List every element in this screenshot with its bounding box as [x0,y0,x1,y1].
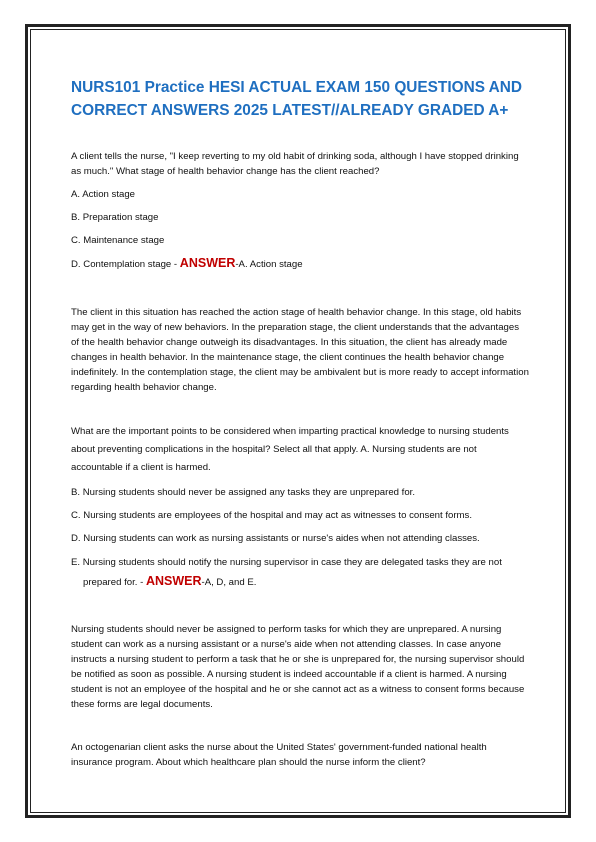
question-2-option-d: D. Nursing students can work as nursing assistants or nurse's aides when not attending classes. [71,533,480,544]
spacer [71,712,529,740]
question-1-option-a: A. Action stage [71,189,135,200]
spacer [71,280,529,305]
question-2-option-c: C. Nursing students are employees of the hospital and may act as witnesses to consent forms. [71,510,473,521]
question-2-rationale: Nursing students should never be assigned to perform tasks for which they are unprepared. A nursing student can work as a nursing assistant or a nurse's aide when not attending classes. In case anyone instructs a nursing student to perform a task that he or she is unprepared for, the nursing supervisor should be notified as soon as possible. A nursing student is indeed accountable if a client is harmed. A nursing student is not an employee of the hospital and he or she cannot act as a witness to consent forms because these forms are legal documents. [71,624,525,710]
question-3-stem: An octogenarian client asks the nurse about the United States' government-funded national health insurance program. About which healthcare plan should the nurse inform the client? [71,742,487,768]
question-1-option-b: B. Preparation stage [71,212,159,223]
answer-label: ANSWER [179,256,236,270]
spacer [71,600,529,622]
question-1-option-d: D. Contemplation stage - [71,259,180,270]
document-body [71,76,529,770]
answer-label: ANSWER [145,574,202,588]
question-1-rationale: The client in this situation has reached the action stage of health behavior change. In this stage, old habits may get in the way of new behaviors. In the preparation stage, the client understands that the advantages of the health behavior change outweigh its disadvantages. In this situation, the client has already made changes in health behavior. In the maintenance stage, the client continues the health behavior change indefinitely. In the contemplation stage, the client may be ambivalent but is more ready to accept information regarding health behavior change. [71,307,529,393]
question-2-answer: -A, D, and E. [201,577,257,588]
question-1-answer: -A. Action stage [235,259,303,270]
question-1-option-c: C. Maintenance stage [71,235,165,246]
document-title: NURS101 Practice HESI ACTUAL EXAM 150 QUESTIONS AND CORRECT ANSWERS 2025 LATEST//ALREADY GRADED A+ [71,79,523,119]
question-2-option-e: E. Nursing students should notify the nursing supervisor in case they are delegated tasks they are not prepared for. - [71,557,502,588]
spacer [71,395,529,423]
question-2-option-e-with-answer [71,554,529,592]
question-2-option-b: B. Nursing students should never be assigned any tasks they are unprepared for. [71,487,415,498]
question-1-option-d-with-answer [71,256,529,272]
question-1-stem: A client tells the nurse, "I keep reverting to my old habit of drinking soda, although I have stopped drinking as much." What stage of health behavior change has the client reached? [71,151,519,177]
question-2-stem: What are the important points to be considered when imparting practical knowledge to nursing students about preventing complications in the hospital? Select all that apply. A. Nursing students are not accountable if a client is harmed. [71,426,509,473]
